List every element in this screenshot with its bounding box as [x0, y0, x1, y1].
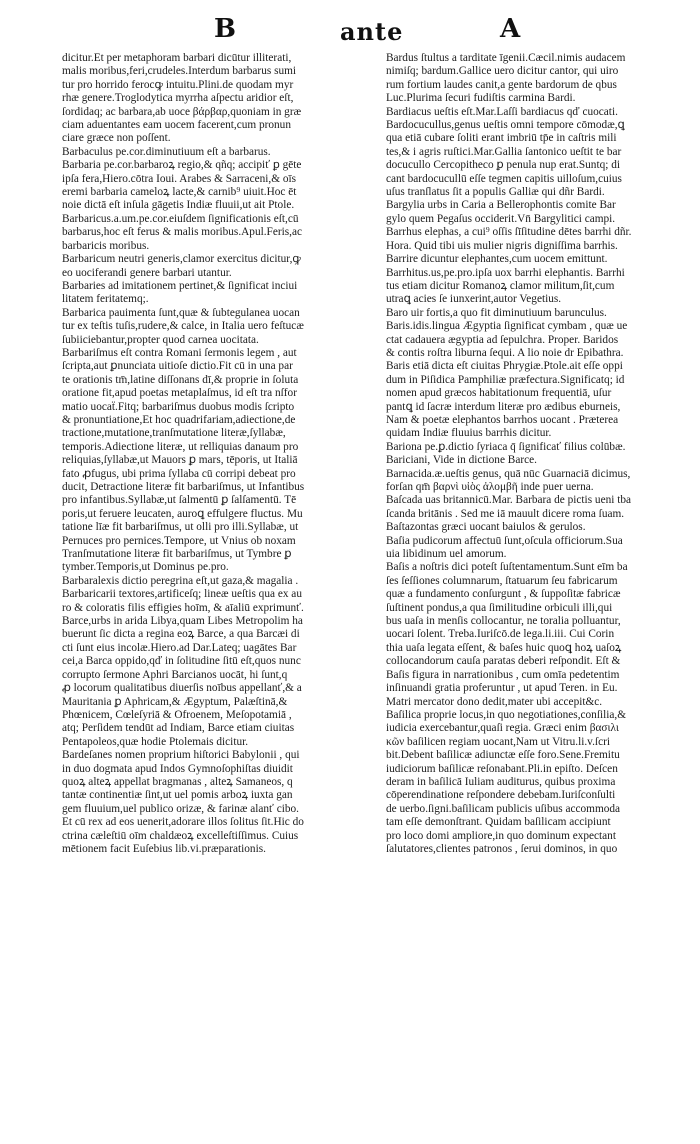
text-line: tus etiam dicitur Romanoꝝ clamor militum,ſit,cum — [386, 279, 615, 292]
dictionary-entry — [386, 561, 688, 708]
text-line: qua etiā cubare ſoliti erant imbriū tp̄e in caſtris mili — [386, 132, 617, 145]
text-line: ſordidaq; ac barbara,ab uoce βάρβαρ,quoniam in græ — [62, 105, 302, 118]
dictionary-entry — [386, 267, 688, 307]
dictionary-entry — [386, 253, 688, 266]
text-line: iudiciorum baſilicæ reſonabant.Pli.in epiſto. Deſcen — [386, 762, 618, 775]
dictionary-entry — [386, 320, 688, 441]
text-line: gylo quem Pegaſus occiderit.Vn̄ Bargylitici campi. — [386, 212, 616, 225]
text-line: cōperendinatione reſpondere debebam.Iuriſconſulti — [386, 789, 616, 802]
text-line: tam eſſe demonſtrant. Quidam baſilicam accipiunt — [386, 816, 611, 829]
text-line: Bardeſanes nomen proprium hiſtorici Babylonii , qui — [62, 749, 300, 762]
text-line: Baſilica proprie locus,in quo negotiationes,conſilia,& — [386, 708, 627, 721]
text-line: Baris.idis.lingua Ægyptia ſignificat cymbam , quæ ue — [386, 320, 628, 333]
text-line: quoꝝ alteꝝ appellat bragmanas , alteꝝ Samaneos, q — [62, 775, 293, 788]
dictionary-entry — [386, 119, 688, 199]
dictionary-entry — [386, 307, 688, 320]
dictionary-entry — [386, 199, 688, 226]
page-header — [0, 14, 700, 54]
text-line: in duo dogmata apud Indos Gymnoſophiſtas diuidit — [62, 762, 293, 775]
text-line: fato ꝓfugus, ubi prima ſyllaba cū corripi debeat pro — [62, 467, 296, 480]
dictionary-entry — [62, 253, 384, 280]
text-line: ipſa fera,Hiero.cōtra Ioui. Arabes & Sarraceni,& oīs — [62, 172, 297, 185]
text-line: Tranſmutatione literæ fit barbariſmus, ut Tymbre ꝑ — [62, 548, 292, 561]
text-line: Hora. Quid tibi uis mulier nigris digniſſima barrhis. — [386, 239, 618, 252]
text-line: uſus tranſlatus ſit a populis Galliæ qui dñr Bardi. — [386, 186, 605, 199]
text-line: ſubiiciebantur,propter quod carnea uocitata. — [62, 333, 259, 346]
text-line: Baſis figura in narrationibus , cum omīa pedetentim — [386, 668, 620, 681]
text-line: pantꝗ id ſacræ interdum literæ pro ædibus eburneis, — [386, 400, 621, 413]
text-line: tes,& i agris ruſtici.Mar.Gallia ſantonico ueſtit te bar — [386, 145, 622, 158]
text-line: collocandorum cauſa paratas deberi reſpondit. Eſt & — [386, 655, 621, 668]
text-line: noie dictā eſt inſula gāgetis Indiæ fluuii,ut ait Ptole. — [62, 199, 295, 212]
dictionary-entry — [386, 535, 688, 562]
text-line: tymber.Temporis,ut Dominus pe.pro. — [62, 561, 229, 574]
dictionary-entry — [62, 575, 384, 588]
text-line: buerunt ſic dicta a regina eoꝝ Barce, a qua Barcæi di — [62, 628, 300, 641]
text-line: Barbaries ad imitationem pertinet,& ſignificat inciui — [62, 279, 298, 292]
text-line: eremi barbaria cameloꝝ lacte,& carnib⁹ uiuit.Hoc ēt — [62, 186, 297, 199]
text-line: ꝓ locorum qualitatibus diuerſis noībus appellanť,& a — [62, 682, 302, 695]
text-line: Baro uir fortis,a quo fit diminutiuum barunculus. — [386, 306, 607, 319]
text-line: Barbarica pauimenta ſunt,quæ & ſubtegulanea uocan — [62, 306, 300, 319]
text-line: Barbaculus pe.cor.diminutiuum eſt a barbarus. — [62, 145, 271, 158]
text-line: tur pro horrido ferocꝙ intuitu.Plini.de quodam myr — [62, 78, 294, 91]
header-gathering-letter: B — [214, 14, 237, 44]
text-line: Luc.Plurima ſecuri fudiſtis carmina Bardi. — [386, 92, 576, 105]
text-line: Barce,urbs in arida Libya,quam Libes Metropolim ha — [62, 615, 303, 628]
text-line: Bargylia urbs in Caria a Bellerophontis comite Bar — [386, 199, 616, 212]
text-line: Barnacida.æ.ueſtis genus, quā nūc Guarnaciā dicimus, — [386, 467, 631, 480]
dictionary-entry — [386, 226, 688, 253]
text-line: cti ſunt eius incolæ.Hiero.ad Dar.Lateq; uagātes Bar — [62, 641, 297, 654]
text-line: ſalutatores,clientes patronos , ſerui dominos, in quo — [386, 842, 618, 855]
text-line: pro infantibus.Syllabæ,ut ſalmentū ꝑ ſalſamentū. Tē — [62, 494, 297, 507]
text-line: Barrire dicuntur elephantes,cum uocem emittunt. — [386, 253, 608, 266]
text-line: & pronuntiatione,Et hoc quadrifariam,adiectione,de — [62, 413, 296, 426]
text-line: de uerbo.ſigni.baſilicam publicis uſibus accommoda — [386, 802, 621, 815]
text-line: ſuſtinent pondus,a qua ſimilitudine orbiculi illi,qui — [386, 601, 613, 614]
text-line: Barbaralexis dictio peregrina eſt,ut gaza,& magalia . — [62, 574, 299, 587]
text-line: iudicia exercebantur,quaſi regia. Græci enim βασιλι — [386, 722, 619, 735]
text-line: ctat cadauera ægyptia ad ſepulchra. Proper. Baridos — [386, 333, 619, 346]
text-line: Phœnicem, Cœleſyriā & Ofroenem, Meſopotamiā , — [62, 708, 292, 721]
text-line: & contis roſtra liburna ſequi. A lio noie dr Epibathra. — [386, 346, 624, 359]
text-line: Et cū rex ad eos uenerit,adorare illos ſolitus ſit.Hic do — [62, 816, 304, 829]
dictionary-entry — [386, 52, 688, 106]
text-line: Baſcada uas britannicū.Mar. Barbara de pictis ueni tba — [386, 494, 631, 507]
text-line: eo uociferandi genere barbari utantur. — [62, 266, 232, 279]
text-line: Pentapoleos,quæ hodie Ptolemais dicitur. — [62, 735, 249, 748]
text-line: Bariciani, Vide in dictione Barce. — [386, 454, 537, 467]
header-section-word: ante — [340, 17, 404, 46]
dictionary-entry — [62, 280, 384, 307]
text-line: ciare græce non poſſent. — [62, 132, 171, 145]
text-line: mētionem facit Euſebius lib.vi.præparationis. — [62, 842, 266, 855]
text-line: docucullo Cercopitheco ꝑ penula nup erat.Suntq; di — [386, 159, 620, 172]
text-line: litatem feritatemq;. — [62, 293, 149, 306]
text-line: Baſis a noſtris dici poteſt ſuſtentamentum.Sunt eīm ba — [386, 561, 628, 574]
text-line: forſan qm̄ βαρνὶ υἱὸς ἀλομβῆ inde puer uerna. — [386, 481, 594, 493]
text-line: ducit, Detractione literæ fit barbariſmus, ut Infantibus — [62, 481, 305, 493]
text-line: Barrhus elephas, a cui⁹ oſſis ſīſitudine dētes barrhi dñr. — [386, 226, 632, 239]
text-line: Bardocucullus,genus ueſtis omni tempore cōmodæ,ꝗ — [386, 119, 625, 132]
dictionary-entry — [62, 749, 384, 856]
text-line: Bardiacus ueſtis eſt.Mar.Laſſi bardiacus qď cuocati. — [386, 105, 618, 118]
text-line: bus uaſa in menſis collocantur, ne toralia polluantur, — [386, 615, 621, 628]
text-line: malis moribus,feri,crudeles.Interdum barbarus sumi — [62, 65, 297, 78]
dictionary-entry — [62, 347, 384, 575]
text-line: Baris etiā dicta eſt ciuitas Phrygiæ.Ptole.ait eſſe oppi — [386, 360, 623, 373]
text-line: Mauritania ꝑ Aphricam,& Ægyptum, Palæſtinā,& — [62, 695, 288, 708]
text-line: barbarus,hoc eſt ferus & malis moribus.Apul.Feris,ac — [62, 226, 303, 239]
text-line: ſes ſeſſiones columnarum, ſtatuarum ſeu fabricarum — [386, 574, 618, 587]
dictionary-entry — [386, 441, 688, 454]
text-line: ro & coloratis filis effigies hoīm, & aīaliū exprimunť. — [62, 601, 304, 614]
text-line: Pernuces pro pernices.Tempore, ut Vnius ob noxam — [62, 534, 296, 547]
dictionary-entry — [62, 307, 384, 347]
dictionary-entry — [386, 468, 688, 495]
text-line: rhæ genere.Troglodytica myrrha aſpectu aridior eſt, — [62, 92, 294, 105]
text-line: κῶν baſilicen regiam uocant,Nam ut Vitru.li.v.ſcri — [386, 735, 610, 748]
text-line: Barrhitus.us,pe.pro.ipſa uox barrhi elephantis. Barrhi — [386, 266, 625, 279]
text-line: bit.Debent baſilicæ adiunctæ eſſe foro.Sene.Fremitu — [386, 749, 620, 762]
text-line: reliquias,ſyllabæ,ut Mauors ꝑ mars, tēporis, ut Italiā — [62, 454, 298, 467]
text-line: Barbariſmus eſt contra Romani ſermonis legem , aut — [62, 346, 297, 359]
text-line: gem fluuium,uel publico orizæ, & farinæ alanť cibo. — [62, 802, 299, 815]
text-line: nomen apud græcos habitationum frequentiā, uſur — [386, 387, 612, 400]
text-line: Baſtazontas græci uocant baiulos & gerulos. — [386, 521, 586, 534]
dictionary-entry — [386, 709, 688, 856]
text-line: corrupto ſermone Aphri Barcianos uocāt, hi ſunt,q — [62, 668, 288, 681]
dictionary-entry — [386, 494, 688, 521]
text-line: cant bardocucullū eſſe tegmen capitis uilloſum,cuius — [386, 172, 622, 185]
text-line: Bariona pe.ꝑ.dictio ſyriaca q̄ ſignificať filius colūbæ. — [386, 440, 626, 453]
text-line: inſinuandi gratia proferuntur , ut apud Teren. in Eu. — [386, 682, 618, 695]
text-line: Baſia pudicorum affectuū ſunt,oſcula officiorum.Sua — [386, 534, 623, 547]
text-line: uia libidinum uel amorum. — [386, 548, 507, 561]
text-line: deram in baſilicā Iuliam auditurus, quibus proxima — [386, 775, 616, 788]
dictionary-entry — [62, 213, 384, 253]
right-text-column — [386, 52, 688, 856]
text-line: atq; Perſidem tendūt ad Indiam, Barce etiam ciuitas — [62, 722, 295, 735]
text-line: ſcripta,aut ꝑnunciata uitioſe dictio.Fit cū in una par — [62, 360, 293, 373]
dictionary-entry — [386, 106, 688, 119]
text-line: ſcanda britānis . Sed me iā mauult dicere roma ſuam. — [386, 507, 625, 520]
dictionary-entry — [386, 454, 688, 467]
header-column-letter: A — [500, 14, 522, 44]
text-line: tantæ continentiæ ſint,ut uel pomis arboꝝ iuxta gan — [62, 789, 293, 802]
dictionary-entry — [386, 521, 688, 534]
text-line: oratione fit,apud poetas metaplaſmus, id eſt tra nſfor — [62, 387, 297, 400]
text-line: rum fortium laudes canit,a gente bardorum de qbus — [386, 78, 617, 91]
dictionary-entry — [62, 146, 384, 159]
text-line: matio uocaẗ.Fitq; barbariſmus duobus modis ſcripto — [62, 400, 295, 413]
text-line: Bardus ſtultus a tarditate īgenii.Cæcil.nimis audacem — [386, 52, 626, 64]
left-text-column — [62, 52, 384, 856]
text-line: thia uaſa legata eſſent, & baſes huic quoꝗ hoꝝ uaſoꝝ — [386, 641, 622, 654]
dictionary-entry — [62, 52, 384, 146]
text-line: nimiſq; bardum.Gallice uero dicitur cantor, qui uiro — [386, 65, 619, 78]
text-line: cei,a Barca oppido,qď in ſolitudine ſitū eſt,quos nunc — [62, 655, 301, 668]
dictionary-entry — [62, 159, 384, 213]
text-line: temporis.Adiectione literæ, ut relliquias danaum pro — [62, 440, 299, 453]
text-line: te orationis tm̄,latine diſſonans dī,& proprie in ſoluta — [62, 373, 299, 386]
text-line: tatione līæ fit barbariſmus, ut olli pro illi.Syllabæ, ut — [62, 521, 299, 534]
text-line: quidam Indiæ fluuius barrhis dicitur. — [386, 427, 552, 440]
text-line: dum in Piſidica Pamphiliæ præfectura.Significatq; id — [386, 373, 625, 386]
text-line: dicitur.Et per metaphoram barbari dicūtur illiterati, — [62, 52, 292, 64]
text-line: ctrina cæleſtiū oīm chaldæoꝝ excelleſtiſſimus. Cuius — [62, 829, 299, 842]
text-line: Barbaricum neutri generis,clamor exercitus dicitur,ꝙ — [62, 253, 301, 266]
text-line: ciam aduentantes eam uocem facerent,cum pronun — [62, 119, 291, 132]
dictionary-entry — [62, 588, 384, 615]
text-line: utraꝗ acies ſe iunxerint,autor Vegetius. — [386, 293, 562, 306]
text-line: Matri mercator dono dedit,mater ubi accepit&c. — [386, 695, 603, 708]
text-line: pro loco domi ampliore,in quo dominum expectant — [386, 829, 616, 842]
text-line: Barbaricarii textores,artificeſq; lineæ ueſtis qua ex au — [62, 588, 302, 601]
text-line: Barbaria pe.cor.barbaroꝝ regio,& qñq; accipiť ꝑ gēte — [62, 159, 302, 172]
dictionary-entry — [62, 615, 384, 749]
text-line: barbaricis moribus. — [62, 239, 150, 252]
text-line: Barbaricus.a.um.pe.cor.eiuſdem ſignificationis eſt,cū — [62, 212, 299, 225]
text-line: uocari ſolent. Treba.Iuriſcō.de lega.li.iii. Cui Corin — [386, 628, 615, 641]
text-line: quæ a fundamento conſurgunt , & ſuppoſitæ fabricæ — [386, 588, 621, 601]
text-line: tractione,mutatione,tranſmutatione literæ,ſyllabæ, — [62, 427, 286, 440]
text-line: Nam & poetæ elephantos barrhos uocant . Præterea — [386, 413, 619, 426]
text-line: tur ex teſtis tuſis,rudere,& calce, in Italia uero feſtucæ — [62, 320, 304, 333]
text-line: poris,ut feruere leucaten, auroꝗ effulgere fluctus. Mu — [62, 507, 303, 520]
